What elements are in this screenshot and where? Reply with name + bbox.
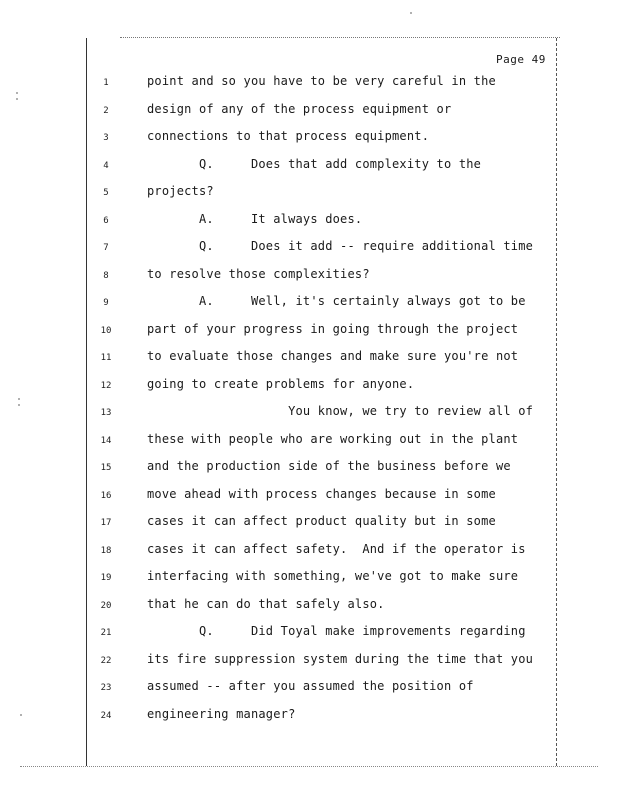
- line-text: move ahead with process changes because in some: [147, 486, 496, 501]
- line-text: interfacing with something, we've got to make sure: [147, 569, 519, 583]
- line-number: 8: [103, 270, 109, 281]
- line-text: and the production side of the business before we: [147, 459, 511, 473]
- line-text: Q. Does that add complexity to the: [147, 156, 482, 171]
- transcript-line: [0, 377, 618, 397]
- transcript-line: [0, 542, 618, 562]
- line-text: A. Well, it's certainly always got to be: [147, 294, 526, 308]
- transcript-line: [0, 624, 618, 644]
- line-text: that he can do that safely also.: [147, 596, 385, 611]
- scan-speck: [20, 714, 22, 716]
- transcript-line: [0, 652, 618, 672]
- line-number: 11: [100, 353, 112, 363]
- transcript-line: [0, 212, 618, 232]
- line-number: 1: [103, 78, 109, 88]
- line-text: cases it can affect product quality but in some: [147, 514, 496, 528]
- line-text: to resolve those complexities?: [147, 266, 370, 281]
- line-number: 6: [103, 215, 109, 226]
- line-text: assumed -- after you assumed the position of: [147, 679, 474, 693]
- line-number: 4: [103, 160, 109, 171]
- line-number: 18: [100, 545, 112, 556]
- transcript-line: [0, 294, 618, 314]
- transcript-line: [0, 157, 618, 177]
- line-text: You know, we try to review all of: [147, 404, 534, 418]
- line-number: 10: [100, 325, 112, 336]
- transcript-line: [0, 404, 618, 424]
- page-number: Page 49: [496, 53, 546, 66]
- line-number: 16: [100, 490, 112, 501]
- line-number: 21: [100, 628, 112, 638]
- scan-speck: [18, 404, 20, 406]
- bottom-border: [20, 766, 598, 767]
- line-text: part of your progress in going through the project: [147, 321, 519, 336]
- line-number: 20: [100, 600, 112, 611]
- line-text: these with people who are working out in the plant: [147, 431, 519, 446]
- line-number: 2: [103, 105, 109, 116]
- scan-speck: [16, 98, 18, 100]
- transcript-line: [0, 349, 618, 369]
- scan-speck: [410, 12, 412, 14]
- transcript-line: [0, 679, 618, 699]
- line-number: 15: [100, 463, 112, 473]
- transcript-line: [0, 267, 618, 287]
- line-number: 13: [100, 408, 112, 418]
- line-text: A. It always does.: [147, 211, 363, 226]
- transcript-line: [0, 459, 618, 479]
- line-text: projects?: [147, 184, 214, 198]
- top-border: [120, 37, 560, 38]
- line-number: 9: [103, 298, 109, 308]
- line-number: 17: [100, 518, 112, 528]
- scan-speck: [16, 92, 18, 94]
- line-number: 23: [100, 683, 112, 693]
- line-number: 24: [100, 710, 112, 721]
- transcript-line: [0, 487, 618, 507]
- transcript-line: [0, 432, 618, 452]
- line-text: to evaluate those changes and make sure you're not: [147, 349, 519, 363]
- line-number: 19: [100, 573, 112, 583]
- transcript-line: [0, 514, 618, 534]
- line-number: 5: [103, 188, 109, 198]
- line-number: 7: [103, 243, 109, 253]
- line-text: Q. Does it add -- require additional time: [147, 239, 534, 253]
- line-text: connections to that process equipment.: [147, 129, 430, 143]
- transcript-line: [0, 184, 618, 204]
- transcript-line: [0, 597, 618, 617]
- line-text: design of any of the process equipment or: [147, 101, 452, 116]
- line-text: cases it can affect safety. And if the operator is: [147, 541, 526, 556]
- transcript-line: [0, 322, 618, 342]
- transcript-line: [0, 707, 618, 727]
- line-number: 12: [100, 380, 112, 391]
- line-text: point and so you have to be very careful in the: [147, 74, 496, 88]
- transcript-line: [0, 129, 618, 149]
- line-text: its fire suppression system during the time that you: [147, 651, 534, 666]
- line-text: going to create problems for anyone.: [147, 376, 415, 391]
- transcript-line: [0, 102, 618, 122]
- line-text: engineering manager?: [147, 706, 296, 721]
- scan-speck: [18, 398, 20, 400]
- line-number: 3: [103, 133, 109, 143]
- transcript-line: [0, 239, 618, 259]
- line-number: 14: [100, 435, 112, 446]
- transcript-line: [0, 569, 618, 589]
- transcript-line: [0, 74, 618, 94]
- line-text: Q. Did Toyal make improvements regarding: [147, 624, 526, 638]
- line-number: 22: [100, 655, 112, 666]
